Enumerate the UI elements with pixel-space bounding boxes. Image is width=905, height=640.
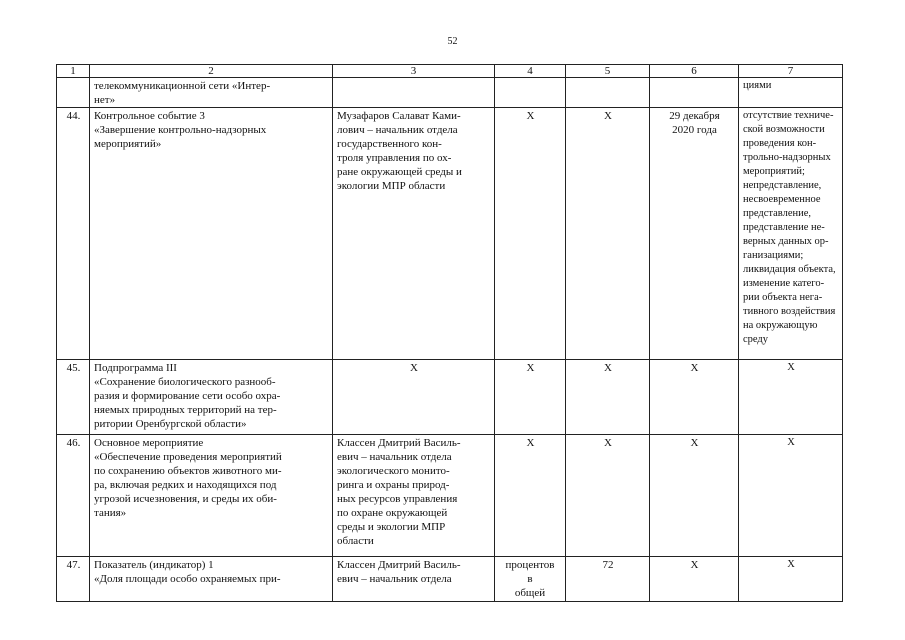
description-cell [90,78,333,108]
table-row [57,108,843,360]
description-cell-line: «Обеспечение проведения мероприятий [94,451,282,463]
description-cell-line: нет» [94,94,116,106]
header-cell-7: 7 [739,65,843,78]
description-cell [90,557,333,602]
risk-cell [739,78,843,108]
risk-cell-line: на окружающую [743,320,818,331]
description-cell-line: ритории Оренбургской области» [94,418,247,430]
row-number-cell [57,78,90,108]
header-cell-2: 2 [90,65,333,78]
risk-cell-line: тивного воздействия [743,306,836,317]
risk-cell-line: Х [787,559,795,570]
header-cell-3: 3 [333,65,495,78]
date-cell [650,108,739,360]
column-4-cell: Х [495,435,566,557]
responsible-cell-line: среды и экологии МПР [337,521,446,533]
risk-cell-line: ганизациями; [743,250,804,261]
column-5-cell: Х [566,360,650,435]
description-cell-line: Контрольное событие 3 [94,110,205,122]
responsible-cell [333,360,495,435]
description-cell [90,108,333,360]
risk-cell [739,557,843,602]
header-cell-6: 6 [650,65,739,78]
responsible-cell-line: государственного кон- [337,138,442,150]
column-5-cell: 72 [566,557,650,602]
description-cell [90,360,333,435]
date-cell-line: 29 декабря [669,110,720,122]
responsible-cell [333,435,495,557]
responsible-cell [333,78,495,108]
risk-cell [739,360,843,435]
risk-cell-line: среду [743,334,769,345]
description-cell [90,435,333,557]
responsible-cell-line: области [337,535,374,547]
table-row [57,360,843,435]
description-cell-line: «Доля площади особо охраняемых при- [94,573,281,585]
column-4-cell: процентов в общей [495,557,566,602]
date-cell-line: Х [690,362,699,374]
column-5-cell [566,78,650,108]
description-cell-line: телекоммуникационной сети «Интер- [94,80,271,92]
responsible-cell-line: по охране окружающей [337,507,448,519]
column-4-cell [495,78,566,108]
description-cell-line: по сохранению объектов животного ми- [94,465,282,477]
risk-cell-line: верных данных ор- [743,236,829,247]
column-5-cell: Х [566,108,650,360]
column-4-cell: Х [495,360,566,435]
risk-cell-line: трольно-надзорных [743,152,831,163]
responsible-cell [333,108,495,360]
header-cell-5: 5 [566,65,650,78]
responsible-cell [333,557,495,602]
risk-cell-line: непредставление, [743,180,822,191]
row-number-cell: 47. [57,557,90,602]
table-row [57,435,843,557]
description-cell-line: няемых природных территорий на тер- [94,404,277,416]
risk-cell-line: мероприятий; [743,166,805,177]
description-cell-line: мероприятий» [94,138,162,150]
responsible-cell-line: евич – начальник отдела [337,573,452,585]
table-header-row [57,65,843,78]
events-table [56,64,843,602]
description-cell-line: «Сохранение биологического разнооб- [94,376,276,388]
row-number-cell: 45. [57,360,90,435]
risk-cell-line: несвоевременное [743,194,821,205]
description-cell-line: Основное мероприятие [94,437,204,449]
responsible-cell-line: Классен Дмитрий Василь- [337,559,461,571]
date-cell-line: Х [690,437,699,449]
responsible-cell-line: ринга и охраны природ- [337,479,450,491]
responsible-cell-line: Музафаров Салават Ками- [337,110,461,122]
description-cell-line: ра, включая редких и находящихся под [94,479,277,491]
description-cell-line: «Завершение контрольно-надзорных [94,124,267,136]
responsible-cell-line: экологии МПР области [337,180,446,192]
date-cell-line: Х [690,559,699,571]
responsible-cell-line: троля управления по ох- [337,152,452,164]
row-number-cell: 44. [57,108,90,360]
date-cell [650,557,739,602]
risk-cell-line: ской возможности [743,124,825,135]
responsible-cell-line: Классен Дмитрий Василь- [337,437,461,449]
responsible-cell-line: евич – начальник отдела [337,451,452,463]
table-row [57,78,843,108]
risk-cell-line: проведения кон- [743,138,817,149]
responsible-cell-line: лович – начальник отдела [337,124,458,136]
date-cell [650,360,739,435]
risk-cell-line: изменение катего- [743,278,825,289]
column-4-cell: Х [495,108,566,360]
risk-cell-line: рии объекта нега- [743,292,823,303]
risk-cell-line: представление, [743,208,812,219]
table-row [57,557,843,602]
description-cell-line: тания» [94,507,127,519]
description-cell-line: разия и формирование сети особо охра- [94,390,281,402]
risk-cell-line: Х [787,362,795,373]
risk-cell-line: отсутствие техниче- [743,110,834,121]
description-cell-line: Показатель (индикатор) 1 [94,559,214,571]
header-cell-1: 1 [57,65,90,78]
risk-cell [739,435,843,557]
responsible-cell-line: экологического монито- [337,465,450,477]
row-number-cell: 46. [57,435,90,557]
description-cell-line: Подпрограмма III [94,362,177,374]
description-cell-line: угрозой исчезновения, и среды их оби- [94,493,277,505]
risk-cell-line: ликвидация объекта, [743,264,836,275]
column-5-cell: Х [566,435,650,557]
responsible-cell-line: ных ресурсов управления [337,493,458,505]
date-cell-line: 2020 года [672,124,717,136]
risk-cell [739,108,843,360]
risk-cell-line: Х [787,437,795,448]
risk-cell-line: представление не- [743,222,825,233]
page-number: 52 [447,36,458,47]
responsible-cell-line: ране окружающей среды и [337,166,462,178]
date-cell [650,78,739,108]
responsible-cell-line: Х [410,362,418,374]
header-cell-4: 4 [495,65,566,78]
date-cell [650,435,739,557]
risk-cell-line: циями [743,80,772,91]
